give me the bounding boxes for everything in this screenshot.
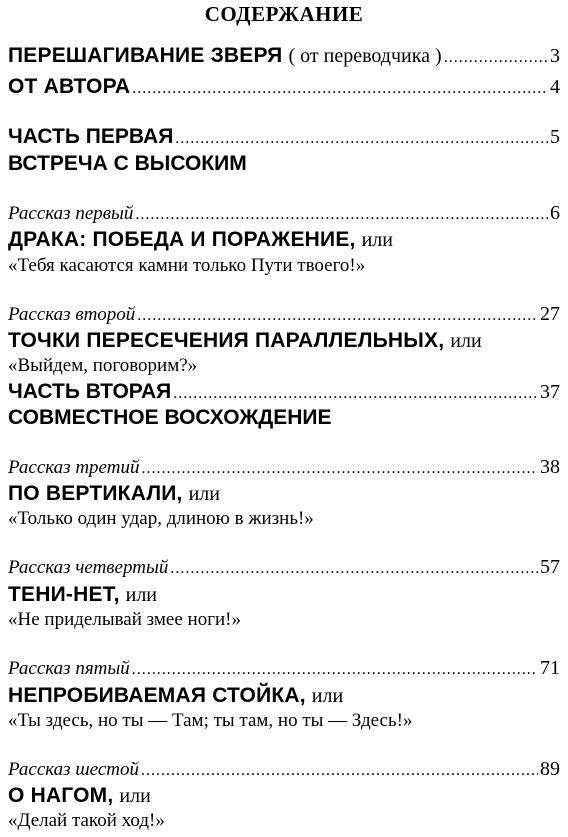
page-number: 38 [540,456,560,478]
leader-dots [132,81,548,97]
story-1-heading-line [8,228,560,254]
leader-dots [135,207,548,223]
story-heading: ПО ВЕРТИКАЛИ, [8,482,183,505]
page-number: 71 [540,657,560,679]
entry-title: ОТ АВТОРА [8,75,131,98]
part-subtitle: СОВМЕСТНОЕ ВОСХОЖДЕНИЕ [8,406,332,429]
story-quote: «Ты здесь, но ты — Там; ты там, но ты — Здесь!» [8,710,413,731]
entry-note: ( от переводчика ) [288,45,442,67]
story-quote: «Только один удар, длиною в жизнь!» [8,508,314,529]
page-title: СОДЕРЖАНИЕ [204,2,364,26]
page-number: 6 [550,202,560,224]
toc-entry-story-6[interactable] [8,758,560,784]
story-4-heading-line [8,583,560,609]
story-label: Рассказ шестой [8,759,140,780]
story-or: или [361,229,393,251]
leader-dots [444,50,548,66]
part-title: ЧАСТЬ ПЕРВАЯ [8,125,174,148]
leader-dots [141,461,538,477]
story-quote: «Тебя касаются камни только Пути твоего!» [8,255,366,276]
toc-entry-translator-foreword[interactable] [8,44,560,70]
story-or: или [188,483,220,505]
story-6-heading-line [8,784,560,810]
leader-dots [132,662,538,678]
story-label: Рассказ четвертый [8,557,169,578]
leader-dots [137,308,538,324]
page-number: 57 [540,556,560,578]
story-quote: «Не приделывай змее ноги!» [8,609,241,630]
story-heading: ТЕНИ-НЕТ, [8,583,120,606]
toc-entry-story-4[interactable] [8,556,560,582]
story-4-quote-line [8,609,560,635]
story-heading: О НАГОМ, [8,784,114,807]
story-5-quote-line [8,710,560,736]
toc-entry-part-two[interactable] [8,380,560,406]
page-number: 3 [550,45,560,67]
page-number: 5 [550,126,560,148]
entry-title: ПЕРЕШАГИВАНИЕ ЗВЕРЯ [8,44,283,67]
story-2-heading-line [8,329,560,355]
story-6-quote-line [8,810,560,836]
story-3-quote-line [8,508,560,534]
page-number: 27 [540,303,560,325]
story-heading: НЕПРОБИВАЕМАЯ СТОЙКА, [8,684,306,707]
story-label: Рассказ пятый [8,658,130,679]
story-3-heading-line [8,482,560,508]
story-or: или [311,685,344,707]
story-5-heading-line [8,684,560,710]
toc-entry-story-2[interactable] [8,303,560,329]
leader-dots [141,763,538,779]
story-label: Рассказ второй [8,304,136,325]
page-number: 4 [550,76,560,98]
part-subtitle: ВСТРЕЧА С ВЫСОКИМ [8,152,247,175]
story-heading: ТОЧКИ ПЕРЕСЕЧЕНИЯ ПАРАЛЛЕЛЬНЫХ, [8,329,445,352]
story-label: Рассказ третий [8,457,140,478]
toc-entry-story-1[interactable] [8,202,560,228]
toc-entry-story-5[interactable] [8,657,560,683]
part-two-subtitle-line [8,406,560,432]
part-title: ЧАСТЬ ВТОРАЯ [8,380,172,403]
toc-entry-author-foreword[interactable] [8,75,560,101]
story-label: Рассказ первый [8,203,134,224]
page-number: 89 [540,758,560,780]
part-one-subtitle-line [8,152,560,178]
leader-dots [173,386,538,402]
story-quote: «Выйдем, поговорим?» [8,355,198,376]
story-or: или [450,330,482,352]
story-heading: ДРАКА: ПОБЕДА И ПОРАЖЕНИЕ, [8,228,356,251]
story-1-quote-line [8,255,560,281]
story-2-quote-line [8,355,560,381]
story-quote: «Делай такой ход!» [8,810,165,831]
leader-dots [170,561,538,577]
story-or: или [125,584,158,606]
leader-dots [175,131,548,147]
toc-entry-part-one[interactable] [8,125,560,151]
page-number: 37 [540,381,560,403]
story-or: или [119,785,151,807]
toc-entry-story-3[interactable] [8,456,560,482]
